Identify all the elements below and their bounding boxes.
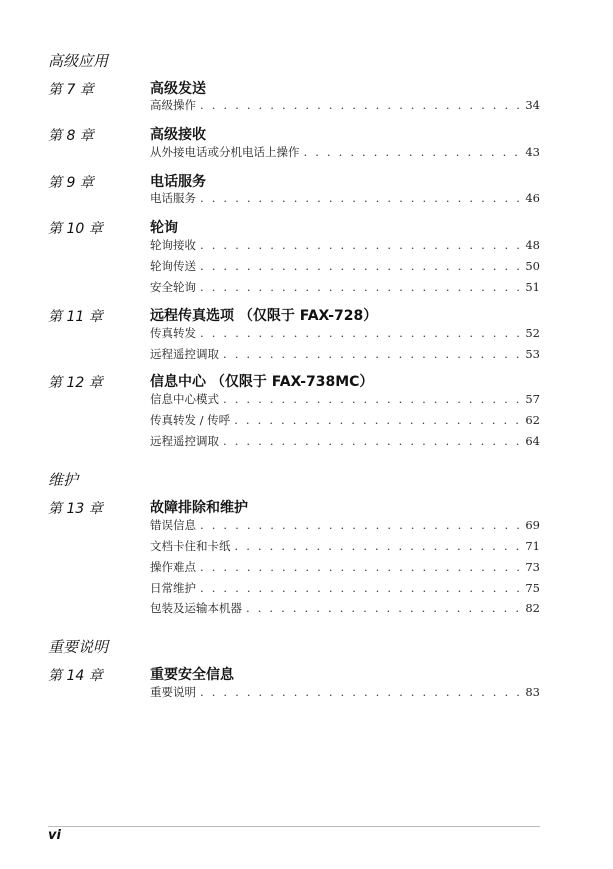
chapter-8-number: 第 8 章 bbox=[48, 128, 94, 144]
dot-leader bbox=[304, 145, 522, 159]
dot-leader bbox=[200, 259, 521, 273]
toc-entry-page: 34 bbox=[525, 98, 540, 112]
toc-entry-page: 69 bbox=[525, 518, 540, 532]
toc-entry-text: 远程遥控调取 bbox=[150, 434, 219, 448]
toc-entry-text: 远程遥控调取 bbox=[150, 347, 219, 361]
dot-leader bbox=[200, 518, 521, 532]
footer-divider bbox=[48, 826, 540, 827]
dot-leader bbox=[235, 539, 522, 553]
toc-entry[interactable] bbox=[150, 237, 540, 253]
dot-leader bbox=[200, 98, 521, 112]
dot-leader bbox=[246, 601, 521, 615]
toc-entry[interactable] bbox=[150, 538, 540, 554]
dot-leader bbox=[200, 581, 521, 595]
toc-entry-page: 52 bbox=[525, 326, 540, 340]
toc-entry-text: 轮询传送 bbox=[150, 259, 196, 273]
chapter-7-title[interactable]: 高级发送 bbox=[150, 81, 206, 97]
toc-entry[interactable] bbox=[150, 391, 540, 407]
toc-entry-page: 75 bbox=[525, 581, 540, 595]
toc-entry-text: 安全轮询 bbox=[150, 280, 196, 294]
chapter-10-title[interactable]: 轮询 bbox=[150, 220, 178, 236]
toc-entry-page: 43 bbox=[525, 145, 540, 159]
toc-entry[interactable] bbox=[150, 346, 540, 362]
toc-entry-text: 传真转发 bbox=[150, 326, 196, 340]
toc-entry[interactable] bbox=[150, 258, 540, 274]
toc-entry[interactable] bbox=[150, 97, 540, 113]
toc-entry[interactable] bbox=[150, 144, 540, 160]
dot-leader bbox=[200, 191, 521, 205]
dot-leader bbox=[234, 413, 521, 427]
toc-entry-page: 57 bbox=[525, 392, 540, 406]
chapter-10-number: 第 10 章 bbox=[48, 221, 103, 237]
toc-entry-text: 重要说明 bbox=[150, 685, 196, 699]
toc-entry[interactable] bbox=[150, 190, 540, 206]
toc-entry[interactable] bbox=[150, 600, 540, 616]
chapter-14-title[interactable]: 重要安全信息 bbox=[150, 667, 234, 683]
dot-leader bbox=[200, 685, 521, 699]
toc-entry-page: 50 bbox=[525, 259, 540, 273]
toc-entry-text: 日常维护 bbox=[150, 581, 196, 595]
toc-entry-page: 73 bbox=[525, 560, 540, 574]
toc-entry-page: 53 bbox=[525, 347, 540, 361]
toc-entry-page: 64 bbox=[525, 434, 540, 448]
dot-leader bbox=[200, 326, 521, 340]
toc-entry-page: 51 bbox=[525, 280, 540, 294]
toc-entry-text: 错误信息 bbox=[150, 518, 196, 532]
toc-entry[interactable] bbox=[150, 325, 540, 341]
toc-entry-page: 83 bbox=[525, 685, 540, 699]
chapter-12-number: 第 12 章 bbox=[48, 375, 103, 391]
toc-entry-text: 操作难点 bbox=[150, 560, 196, 574]
toc-entry-page: 71 bbox=[525, 539, 540, 553]
toc-entry-text: 信息中心模式 bbox=[150, 392, 219, 406]
dot-leader bbox=[223, 347, 521, 361]
dot-leader bbox=[223, 392, 521, 406]
toc-entry-text: 电话服务 bbox=[150, 191, 196, 205]
toc-entry[interactable] bbox=[150, 517, 540, 533]
section-title-important-notes: 重要说明 bbox=[48, 638, 109, 656]
chapter-14-number: 第 14 章 bbox=[48, 668, 103, 684]
section-title-maintenance: 维护 bbox=[48, 471, 79, 489]
chapter-9-title[interactable]: 电话服务 bbox=[150, 174, 206, 190]
toc-entry[interactable] bbox=[150, 559, 540, 575]
toc-entry[interactable] bbox=[150, 412, 540, 428]
chapter-7-number: 第 7 章 bbox=[48, 82, 94, 98]
chapter-11-number: 第 11 章 bbox=[48, 309, 103, 325]
chapter-8-title[interactable]: 高级接收 bbox=[150, 127, 206, 143]
toc-entry-text: 高级操作 bbox=[150, 98, 196, 112]
toc-entry[interactable] bbox=[150, 580, 540, 596]
toc-entry-page: 62 bbox=[525, 413, 540, 427]
toc-entry-text: 文档卡住和卡纸 bbox=[150, 539, 231, 553]
chapter-9-number: 第 9 章 bbox=[48, 175, 94, 191]
dot-leader bbox=[223, 434, 521, 448]
toc-entry[interactable] bbox=[150, 433, 540, 449]
dot-leader bbox=[200, 238, 521, 252]
toc-entry[interactable] bbox=[150, 279, 540, 295]
section-title-advanced: 高级应用 bbox=[48, 52, 109, 70]
chapter-12-title[interactable]: 信息中心 （仅限于 FAX-738MC） bbox=[150, 374, 374, 390]
toc-entry-text: 轮询接收 bbox=[150, 238, 196, 252]
toc-entry-page: 82 bbox=[525, 601, 540, 615]
chapter-13-number: 第 13 章 bbox=[48, 501, 103, 517]
toc-entry-text: 从外接电话或分机电话上操作 bbox=[150, 145, 300, 159]
chapter-11-title[interactable]: 远程传真选项 （仅限于 FAX-728） bbox=[150, 308, 378, 324]
dot-leader bbox=[200, 280, 521, 294]
toc-entry-page: 46 bbox=[525, 191, 540, 205]
toc-entry-page: 48 bbox=[525, 238, 540, 252]
toc-entry-text: 包装及运输本机器 bbox=[150, 601, 242, 615]
dot-leader bbox=[200, 560, 521, 574]
toc-entry[interactable] bbox=[150, 684, 540, 700]
chapter-13-title[interactable]: 故障排除和维护 bbox=[150, 500, 248, 516]
toc-entry-text: 传真转发 / 传呼 bbox=[150, 413, 231, 427]
footer-page-number: vi bbox=[48, 828, 61, 843]
